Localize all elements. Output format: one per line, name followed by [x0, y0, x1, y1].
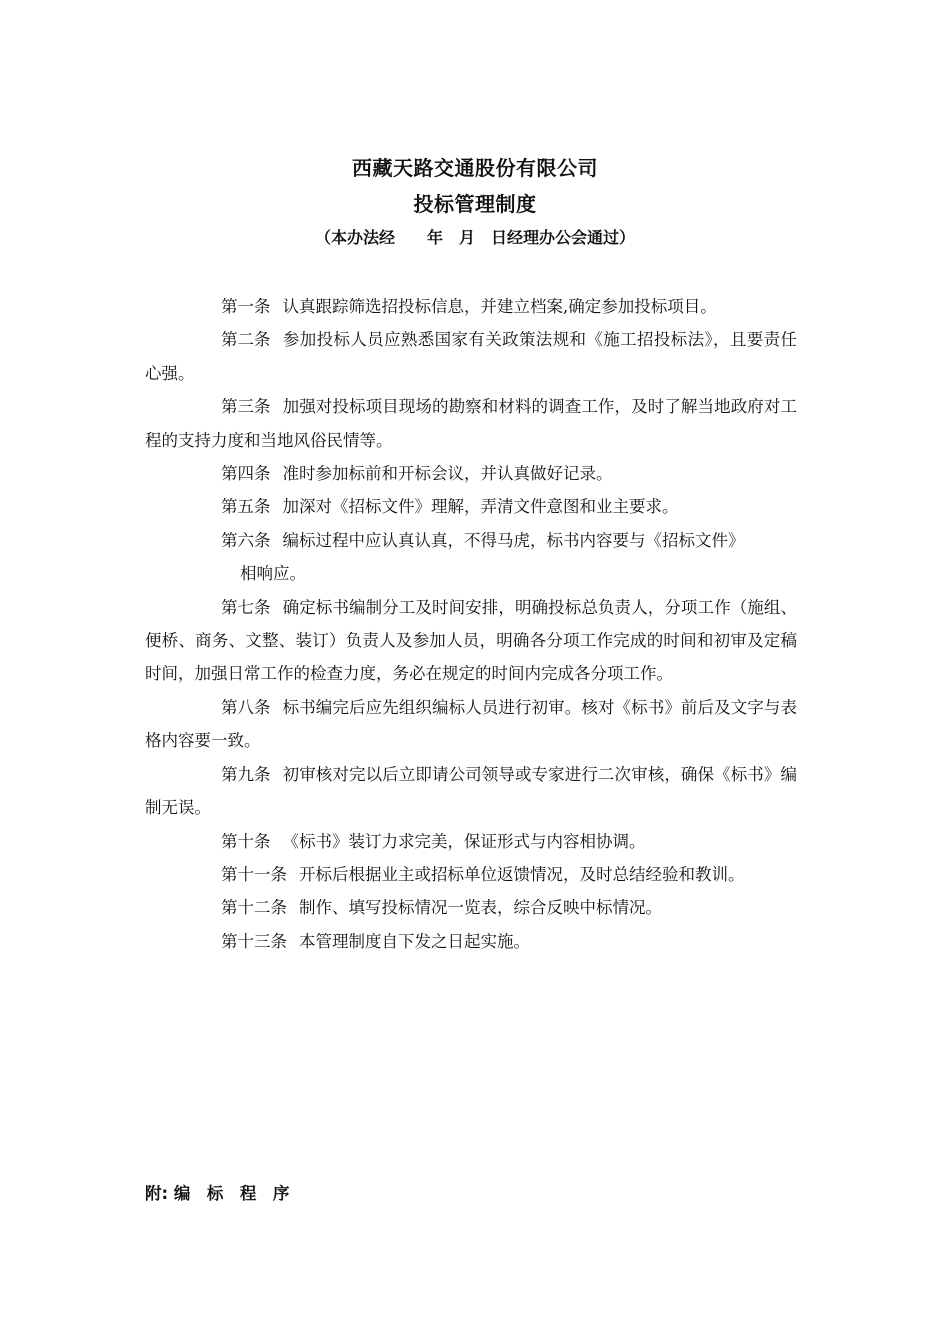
- article-number: 第三条: [221, 397, 271, 417]
- article-number: 第十一条: [221, 864, 287, 884]
- article-number: 第八条: [221, 697, 271, 717]
- article-12: [145, 891, 797, 924]
- article-number: 第九条: [221, 764, 271, 784]
- company-name: 西藏天路交通股份有限公司: [352, 156, 598, 180]
- article-text: 本管理制度自下发之日起实施。: [299, 931, 530, 951]
- article-text: 编标过程中应认真认真，不得马虎，标书内容要与《招标文件》: [282, 530, 745, 550]
- article-number: 第一条: [221, 297, 271, 316]
- article-number: 第四条: [221, 464, 271, 484]
- article-text: 加深对《招标文件》理解，弄清文件意图和业主要求。: [282, 497, 679, 517]
- article-text: 初审核对完以后立即请公司领导或专家进行二次审核，确保《标书》编制无误。: [145, 764, 797, 818]
- article-number: 第七条: [221, 597, 271, 617]
- article-number: 第十条: [221, 831, 271, 851]
- article-2: [145, 323, 797, 390]
- article-text: 认真跟踪筛选招投标信息，并建立档案,确定参加投标项目。: [282, 297, 717, 316]
- article-11: [145, 858, 797, 891]
- articles-list: [145, 290, 797, 958]
- article-3: [145, 390, 797, 457]
- article-number: 第十三条: [221, 931, 287, 951]
- article-text-continuation: 相响应。: [240, 564, 306, 584]
- article-text: 开标后根据业主或招标单位返馈情况，及时总结经验和教训。: [299, 864, 745, 884]
- article-9: [145, 758, 797, 825]
- article-text: 参加投标人员应熟悉国家有关政策法规和《施工招投标法》，且要责任心强。: [145, 330, 797, 383]
- article-7: [145, 591, 797, 691]
- article-text: 加强对投标项目现场的勘察和材料的调查工作，及时了解当地政府对工程的支持力度和当地风俗民情等。: [145, 397, 797, 450]
- article-8: [145, 691, 797, 758]
- approval-note: （本办法经 年 月 日经理办公会通过）: [314, 228, 635, 247]
- article-text: 《标书》装订力求完美，保证形式与内容相协调。: [282, 831, 646, 851]
- article-text: 准时参加标前和开标会议，并认真做好记录。: [282, 464, 613, 484]
- article-number: 第六条: [221, 530, 271, 550]
- article-number: 第五条: [221, 497, 271, 517]
- article-text: 标书编完后应先组织编标人员进行初审。核对《标书》前后及文字与表格内容要一致。: [145, 697, 797, 751]
- article-13: [145, 925, 797, 958]
- article-4: [145, 457, 797, 490]
- document-title: 投标管理制度: [413, 192, 537, 216]
- appendix-heading: 附: 编 标 程 序: [145, 1184, 290, 1203]
- article-1: [145, 290, 797, 323]
- article-text: 制作、填写投标情况一览表，综合反映中标情况。: [299, 898, 662, 918]
- article-text: 确定标书编制分工及时间安排，明确投标总负责人，分项工作（施组、便桥、商务、文整、装订）负责人及参加人员，明确各分项工作完成的时间和初审及定稿时间，加强日常工作的检查力度，务必在规定的时间内完成各分项工作。: [145, 597, 797, 684]
- article-5: [145, 490, 797, 523]
- article-number: 第二条: [221, 330, 271, 350]
- article-10: [145, 825, 797, 858]
- title-block: [0, 150, 950, 254]
- article-number: 第十二条: [221, 898, 287, 918]
- article-6: [145, 524, 797, 591]
